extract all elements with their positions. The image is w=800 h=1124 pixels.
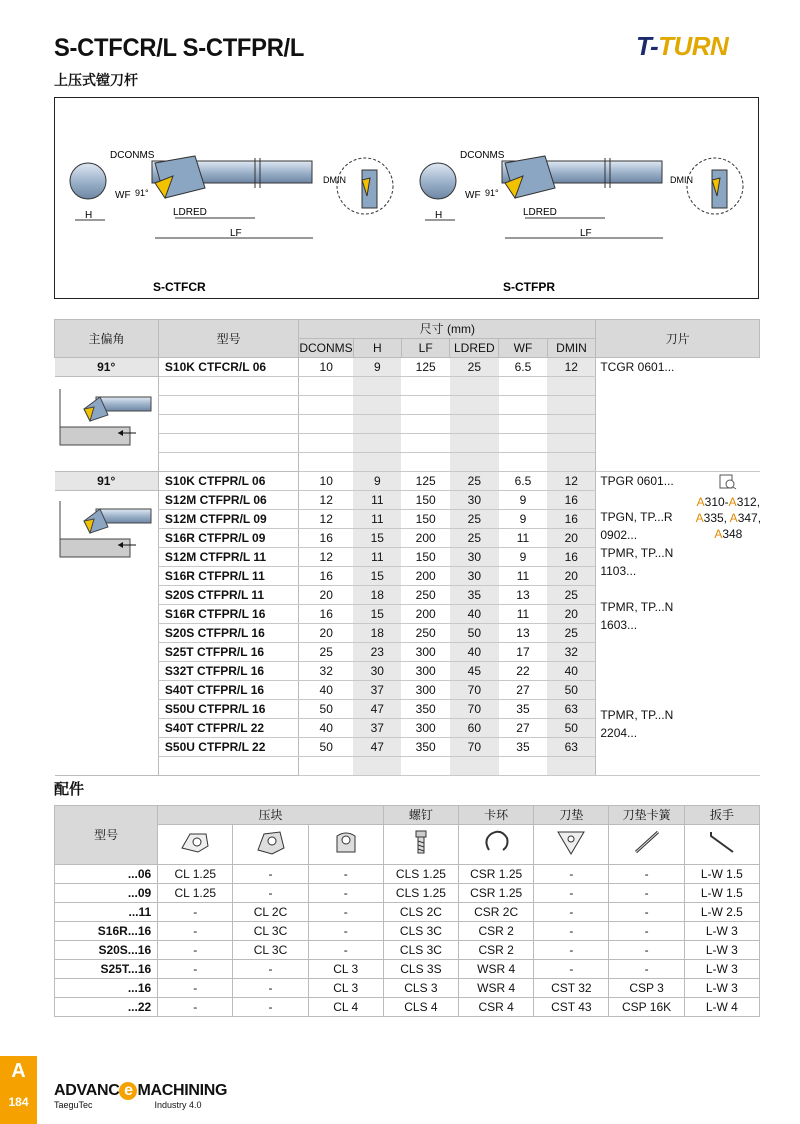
shim-spring-icon [609,825,684,865]
insert-tpmr-11: TPMR, TP...N [600,546,674,560]
acc-ring-header: 卡环 [459,806,534,825]
table-row [55,903,760,922]
h-label-left: H [85,210,93,221]
acc-value-cell: CL 4 [308,998,383,1017]
insert-tpmr-16: TPMR, TP...N [600,600,674,614]
model-cell: S16R CTFPR/L 16 [158,605,298,624]
acc-model-cell: ...09 [55,884,158,903]
value-cell: 30 [450,491,499,510]
ref-a-prefix: A [729,511,738,525]
acc-value-cell: CLS 3S [383,960,458,979]
value-cell: 17 [499,643,547,662]
model-cell: S32T CTFPR/L 16 [158,662,298,681]
value-cell: 18 [353,624,401,643]
table-row [55,922,760,941]
value-cell: 15 [353,567,401,586]
value-cell: 16 [299,605,353,624]
acc-value-cell: CSR 1.25 [459,865,534,884]
value-cell: 12 [299,491,353,510]
dconms-label-left: DCONMS [110,150,155,161]
acc-wrench-header: 扳手 [684,806,759,825]
value-cell: 25 [450,472,499,491]
acc-value-cell: - [158,960,233,979]
value-cell: 9 [353,472,401,491]
value-cell: 300 [401,681,449,700]
acc-value-cell: - [308,884,383,903]
table-row [55,884,760,903]
value-cell: 40 [450,643,499,662]
value-cell: 40 [547,662,596,681]
acc-value-cell: - [609,903,684,922]
acc-value-cell: - [534,884,609,903]
model-cell: S40T CTFPR/L 22 [158,719,298,738]
value-cell: 11 [499,567,547,586]
insert-cell: TCGR 0601... [596,358,760,472]
col-h: H [353,339,401,358]
acc-value-cell: - [158,979,233,998]
insert-tpgn: TPGN, TP...R [600,510,673,524]
model-cell: S20S CTFPR/L 16 [158,624,298,643]
acc-value-cell: - [158,998,233,1017]
brand-text-b: MACHINING [137,1082,228,1099]
dconms-label-right: DCONMS [460,150,505,161]
angle-label-left: 91° [135,188,149,198]
value-cell: 13 [499,586,547,605]
acc-value-cell: - [308,865,383,884]
value-cell: 30 [450,567,499,586]
angle-cell: 91° [55,472,159,491]
value-cell: 20 [299,624,353,643]
value-cell: 11 [499,605,547,624]
accessories-table [54,805,760,1017]
magnifier-icon [719,474,737,490]
brand-sub-left: TaeguTec [54,1100,93,1110]
value-cell: 50 [299,738,353,757]
value-cell: 50 [299,700,353,719]
lf-label-left: LF [230,228,242,239]
acc-value-cell: - [534,960,609,979]
value-cell: 10 [299,358,353,377]
value-cell: 60 [450,719,499,738]
acc-value-cell: WSR 4 [459,960,534,979]
acc-value-cell: - [308,922,383,941]
model-cell: S16R CTFPR/L 09 [158,529,298,548]
table-row [55,998,760,1017]
value-cell: 200 [401,605,449,624]
value-cell: 45 [450,662,499,681]
acc-value-cell: L-W 3 [684,960,759,979]
brand-sub-right: Industry 4.0 [154,1100,202,1110]
value-cell: 47 [353,700,401,719]
acc-value-cell: - [308,941,383,960]
value-cell: 32 [299,662,353,681]
acc-value-cell: CLS 2C [383,903,458,922]
value-cell: 11 [353,510,401,529]
angle-cell: 91° [55,358,159,377]
acc-value-cell: - [534,941,609,960]
section-letter: A [11,1060,26,1082]
value-cell: 11 [499,529,547,548]
insert-tpmr-22: TPMR, TP...N [600,708,674,722]
value-cell: 9 [499,491,547,510]
value-cell: 25 [450,510,499,529]
ref-text: 348 [722,527,743,541]
model-cell: S16R CTFPR/L 11 [158,567,298,586]
acc-value-cell: CL 3 [308,979,383,998]
value-cell: 250 [401,624,449,643]
model-cell: S25T CTFPR/L 16 [158,643,298,662]
value-cell: 150 [401,491,449,510]
acc-value-cell: L-W 1.5 [684,884,759,903]
model-cell: S50U CTFPR/L 22 [158,738,298,757]
value-cell: 12 [299,510,353,529]
ref-a-prefix: A [696,495,705,509]
value-cell: 13 [499,624,547,643]
insert-cell-group2 [596,472,760,776]
clamp-icon-3 [308,825,383,865]
value-cell: 35 [499,738,547,757]
table-row [55,865,760,884]
acc-value-cell: CSP 3 [609,979,684,998]
acc-value-cell: - [534,865,609,884]
acc-value-cell: CL 3C [233,922,308,941]
wrench-icon [684,825,759,865]
s-ctfpr-drawing [420,150,743,239]
acc-value-cell: CLS 1.25 [383,865,458,884]
value-cell: 27 [499,719,547,738]
acc-value-cell: - [534,903,609,922]
value-cell: 300 [401,719,449,738]
turning-diagram-cell [55,377,159,472]
brand-e: e [119,1082,137,1100]
model-cell: S12M CTFPR/L 06 [158,491,298,510]
value-cell: 25 [547,624,596,643]
table-row [55,472,760,491]
acc-model-cell: S20S...16 [55,941,158,960]
ref-text: 347, [737,511,762,525]
clamp-icon-1 [158,825,233,865]
value-cell: 250 [401,586,449,605]
acc-value-cell: CSR 2 [459,922,534,941]
s-ctfcr-label: S-CTFCR [153,280,206,294]
value-cell: 40 [299,681,353,700]
value-cell: 25 [299,643,353,662]
acc-value-cell: - [609,884,684,903]
acc-value-cell: CSP 16K [609,998,684,1017]
value-cell: 16 [299,567,353,586]
value-cell: 30 [450,548,499,567]
value-cell: 150 [401,548,449,567]
value-cell: 200 [401,529,449,548]
acc-clamp-header: 压块 [158,806,384,825]
acc-value-cell: L-W 4 [684,998,759,1017]
size-header: 尺寸 (mm) [299,320,596,339]
value-cell: 125 [401,358,449,377]
clamp-icon-2 [233,825,308,865]
boring-diagram-icon [56,379,156,465]
value-cell: 6.5 [499,472,547,491]
model-cell: S40T CTFPR/L 16 [158,681,298,700]
value-cell: 70 [450,681,499,700]
acc-model-header: 型号 [55,806,158,865]
value-cell: 20 [299,586,353,605]
value-cell: 27 [499,681,547,700]
acc-model-cell: S25T...16 [55,960,158,979]
acc-value-cell: CL 1.25 [158,865,233,884]
acc-value-cell: CLS 3 [383,979,458,998]
value-cell: 15 [353,605,401,624]
brand-text-a: ADVANC [54,1082,120,1099]
value-cell: 23 [353,643,401,662]
acc-value-cell: CSR 4 [459,998,534,1017]
model-cell: S10K CTFCR/L 06 [158,358,298,377]
acc-value-cell: CSR 2C [459,903,534,922]
acc-value-cell: - [233,998,308,1017]
value-cell: 350 [401,700,449,719]
table-row [55,979,760,998]
acc-value-cell: - [308,903,383,922]
value-cell: 22 [499,662,547,681]
acc-model-cell: ...22 [55,998,158,1017]
acc-model-cell: ...11 [55,903,158,922]
page-subtitle: 上压式镗刀杆 [54,73,138,89]
value-cell: 15 [353,529,401,548]
acc-value-cell: CL 3C [233,941,308,960]
value-cell: 40 [450,605,499,624]
lf-label-right: LF [580,228,592,239]
value-cell: 20 [547,605,596,624]
acc-value-cell: CL 1.25 [158,884,233,903]
wf-label-left: WF [115,190,131,201]
spec-table [54,319,760,776]
value-cell: 200 [401,567,449,586]
ring-icon [459,825,534,865]
value-cell: 32 [547,643,596,662]
col-ldred: LDRED [450,339,499,358]
acc-value-cell: - [609,922,684,941]
insert-1103: 1103... [600,564,637,578]
acc-value-cell: - [158,922,233,941]
acc-shim-spring-header: 刀垫卡簧 [609,806,684,825]
acc-model-cell: ...16 [55,979,158,998]
value-cell: 63 [547,738,596,757]
acc-value-cell: CLS 1.25 [383,884,458,903]
value-cell: 37 [353,681,401,700]
acc-value-cell: CL 3 [308,960,383,979]
acc-value-cell: CLS 3C [383,922,458,941]
acc-value-cell: CSR 1.25 [459,884,534,903]
acc-value-cell: CSR 2 [459,941,534,960]
page-number: 184 [8,1095,29,1109]
value-cell: 70 [450,700,499,719]
col-dmin: DMIN [547,339,596,358]
value-cell: 10 [299,472,353,491]
value-cell: 25 [450,358,499,377]
value-cell: 47 [353,738,401,757]
insert-header: 刀片 [596,320,760,358]
table-row [55,358,760,377]
value-cell: 125 [401,472,449,491]
logo-main: T- [636,31,659,61]
col-lf: LF [401,339,449,358]
h-label-right: H [435,210,443,221]
value-cell: 9 [499,548,547,567]
table-row [55,941,760,960]
value-cell: 16 [547,510,596,529]
acc-value-cell: L-W 3 [684,941,759,960]
t-turn-logo [636,31,728,62]
value-cell: 16 [547,491,596,510]
section-tab [0,1056,37,1124]
model-cell: S10K CTFPR/L 06 [158,472,298,491]
insert-1603: 1603... [600,618,638,632]
angle-label-right: 91° [485,188,499,198]
value-cell: 12 [547,358,596,377]
ldred-label-right: LDRED [523,207,557,218]
acc-value-cell: - [233,884,308,903]
value-cell: 35 [450,586,499,605]
ref-a-prefix: A [714,527,723,541]
wf-label-right: WF [465,190,481,201]
turning-diagram-cell-2 [55,491,159,776]
acc-value-cell: WSR 4 [459,979,534,998]
ldred-label-left: LDRED [173,207,207,218]
value-cell: 25 [450,529,499,548]
acc-value-cell: - [158,903,233,922]
acc-value-cell: CLS 4 [383,998,458,1017]
value-cell: 63 [547,700,596,719]
ref-text: 310- [704,495,729,509]
value-cell: 50 [450,624,499,643]
tool-drawings [55,98,758,298]
acc-shim-header: 刀垫 [534,806,609,825]
s-ctfcr-drawing [70,150,393,239]
angle-header: 主偏角 [55,320,159,358]
acc-model-cell: ...06 [55,865,158,884]
model-cell: S12M CTFPR/L 11 [158,548,298,567]
value-cell: 9 [499,510,547,529]
value-cell: 11 [353,491,401,510]
acc-value-cell: - [158,941,233,960]
acc-value-cell: CST 32 [534,979,609,998]
acc-value-cell: - [609,941,684,960]
value-cell: 35 [499,700,547,719]
insert-tpgr: TPGR 0601... [600,474,674,488]
acc-value-cell: - [534,922,609,941]
value-cell: 12 [299,548,353,567]
value-cell: 150 [401,510,449,529]
value-cell: 300 [401,662,449,681]
dmin-label-right: DMIN [670,175,693,185]
value-cell: 11 [353,548,401,567]
s-ctfpr-label: S-CTFPR [503,280,555,294]
tool-drawing-box [54,97,759,299]
value-cell: 18 [353,586,401,605]
value-cell: 50 [547,719,596,738]
value-cell: 350 [401,738,449,757]
acc-value-cell: L-W 2.5 [684,903,759,922]
insert-0902: 0902... [600,528,638,542]
model-header: 型号 [158,320,298,358]
value-cell: 9 [353,358,401,377]
screw-icon [383,825,458,865]
ref-a-prefix: A [695,511,704,525]
accessories-title: 配件 [54,780,85,798]
value-cell: 6.5 [499,358,547,377]
boring-diagram-icon [56,491,156,577]
value-cell: 50 [547,681,596,700]
ref-a-prefix: A [728,495,737,509]
acc-screw-header: 螺钉 [383,806,458,825]
page-title: S-CTFCR/L S-CTFPR/L [54,34,305,62]
insert-2204: 2204... [600,726,638,740]
value-cell: 37 [353,719,401,738]
model-cell: S50U CTFPR/L 16 [158,700,298,719]
value-cell: 25 [547,586,596,605]
logo-accent: TURN [658,31,729,61]
acc-value-cell: CST 43 [534,998,609,1017]
col-dconms: DCONMS [299,339,353,358]
value-cell: 20 [547,529,596,548]
ref-text: 335, [703,511,730,525]
acc-value-cell: - [609,960,684,979]
acc-value-cell: - [233,960,308,979]
value-cell: 300 [401,643,449,662]
acc-value-cell: - [233,979,308,998]
acc-value-cell: L-W 3 [684,922,759,941]
shim-icon [534,825,609,865]
value-cell: 70 [450,738,499,757]
model-cell: S20S CTFPR/L 11 [158,586,298,605]
acc-value-cell: L-W 3 [684,979,759,998]
acc-model-cell: S16R...16 [55,922,158,941]
acc-value-cell: CLS 3C [383,941,458,960]
acc-value-cell: CL 2C [233,903,308,922]
value-cell: 20 [547,567,596,586]
table-row [55,960,760,979]
advance-machining-logo [54,1082,227,1110]
model-cell: S12M CTFPR/L 09 [158,510,298,529]
value-cell: 40 [299,719,353,738]
acc-value-cell: - [609,865,684,884]
dmin-label-left: DMIN [323,175,346,185]
acc-value-cell: - [233,865,308,884]
acc-value-cell: L-W 1.5 [684,865,759,884]
value-cell: 16 [547,548,596,567]
reference-pages [692,474,764,542]
value-cell: 16 [299,529,353,548]
col-wf: WF [499,339,547,358]
value-cell: 30 [353,662,401,681]
value-cell: 12 [547,472,596,491]
ref-text: 312, [736,495,761,509]
